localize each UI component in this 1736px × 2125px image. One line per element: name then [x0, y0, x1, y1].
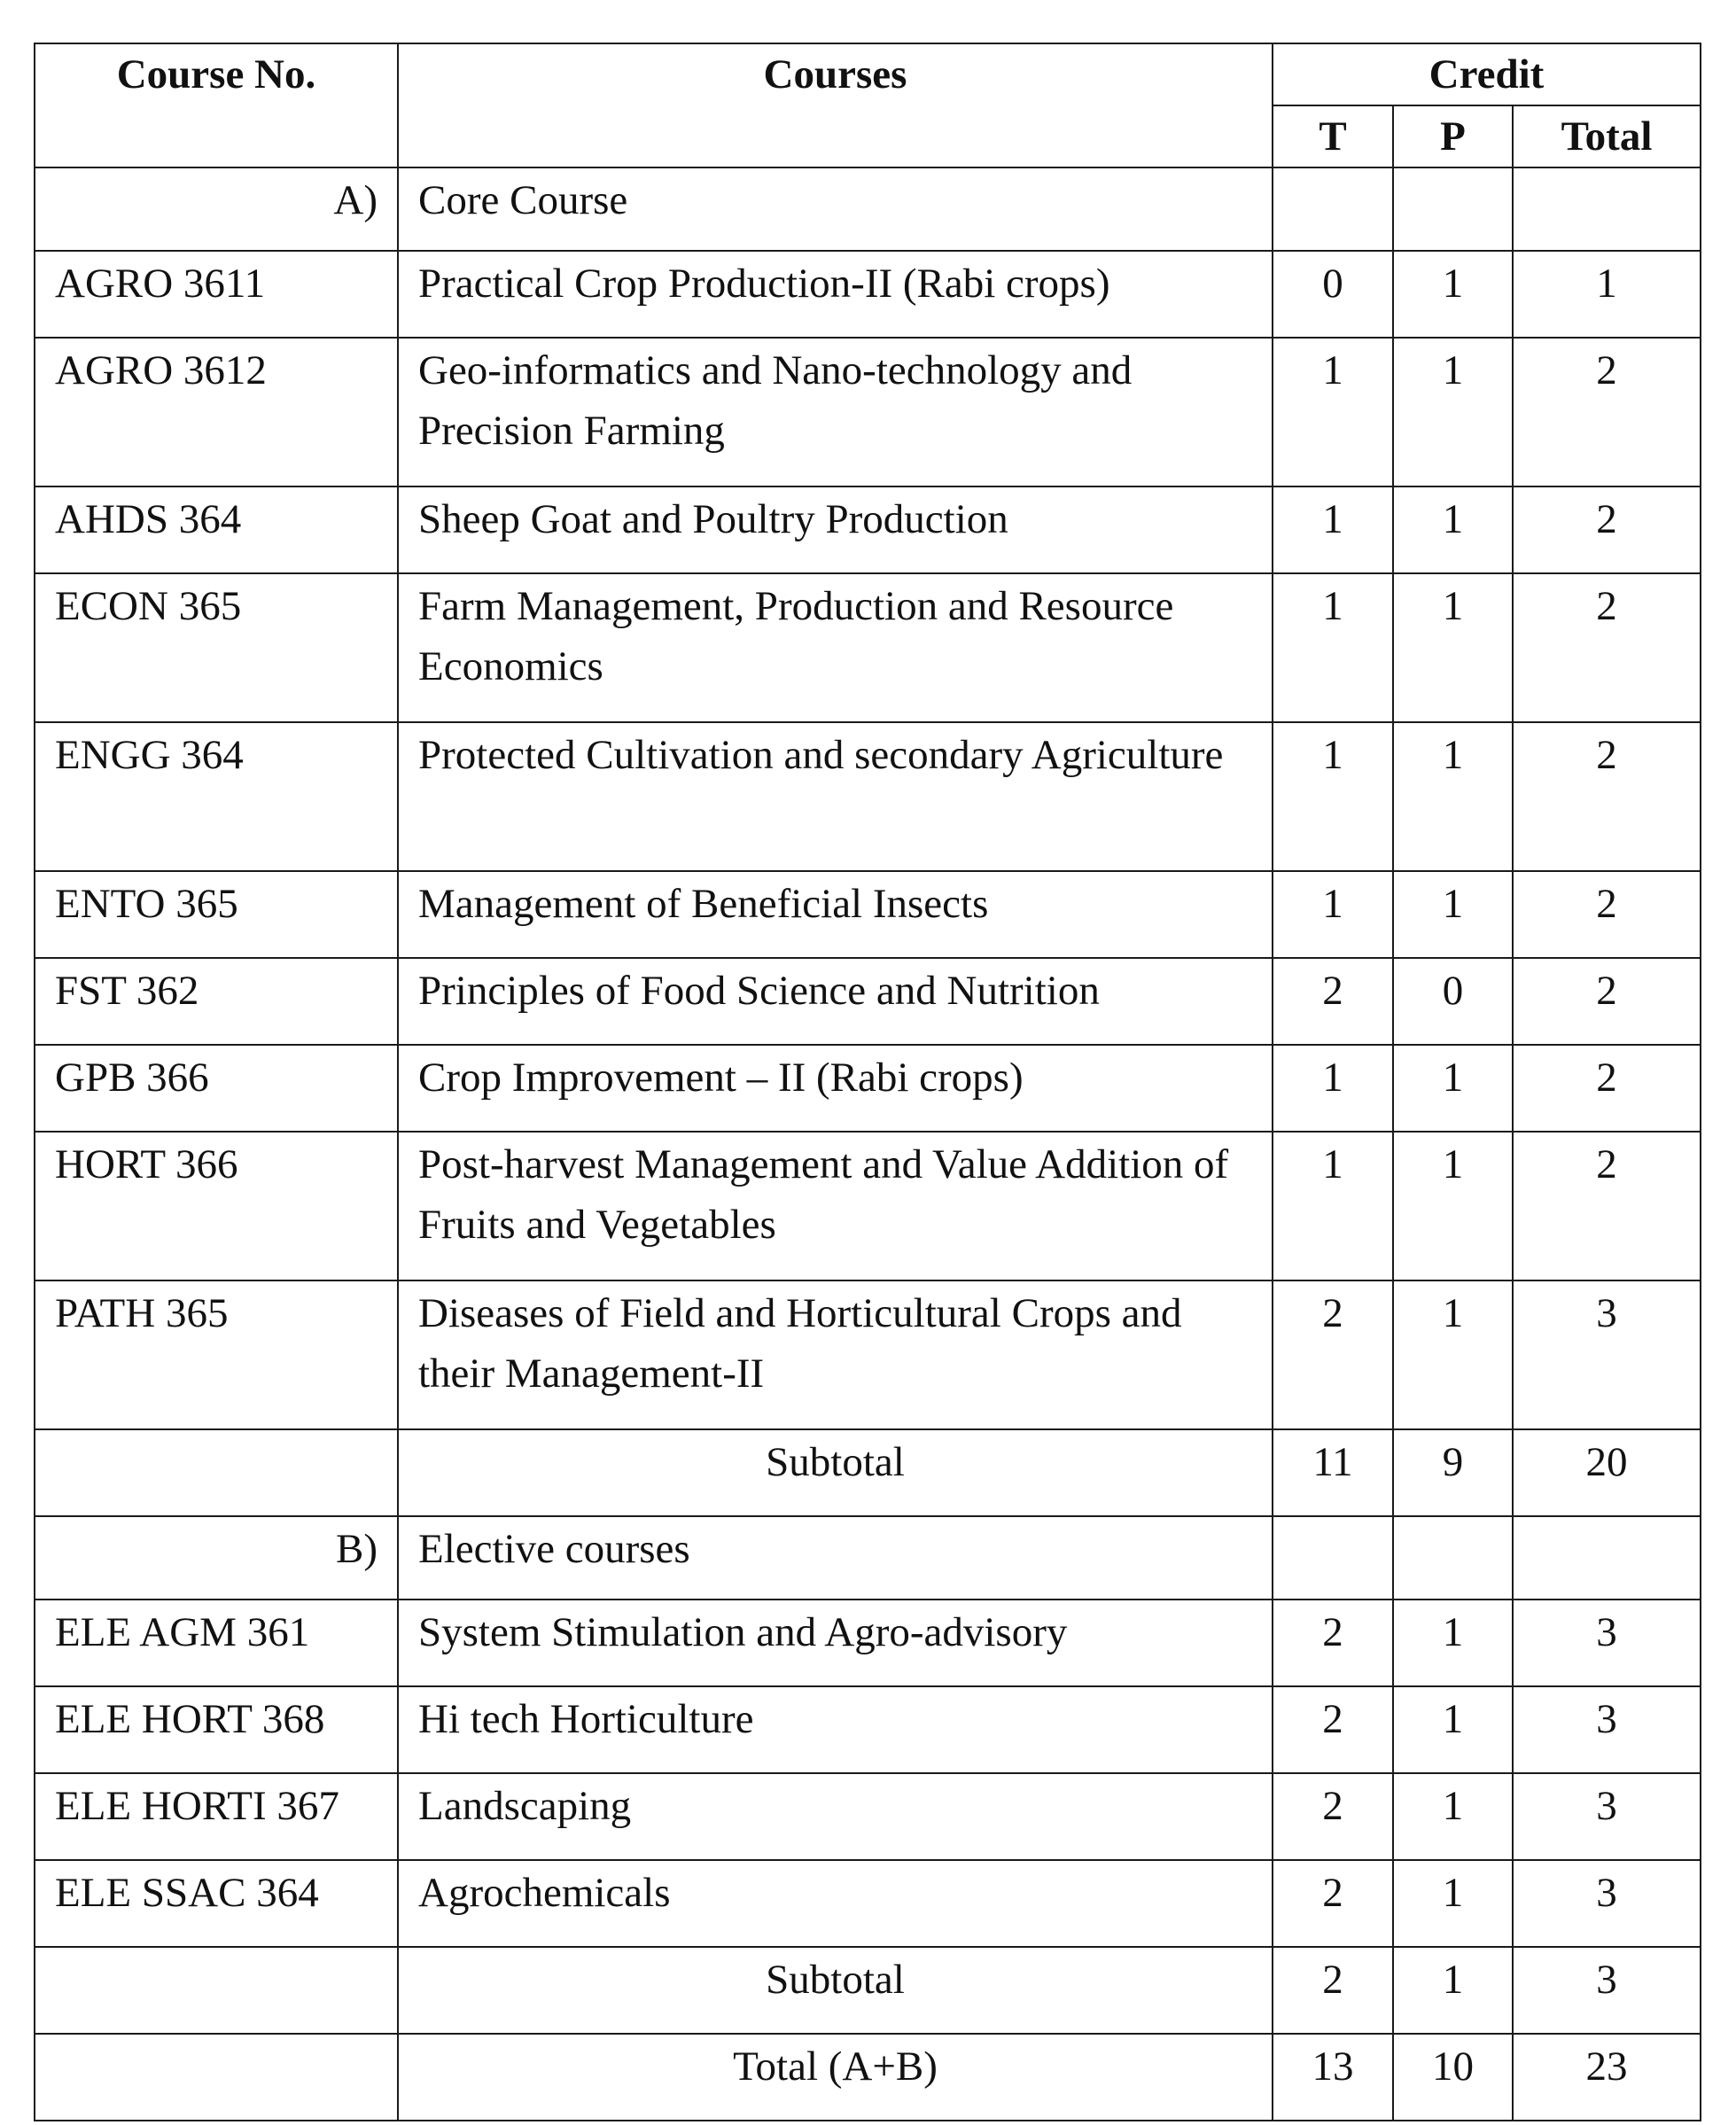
table-row	[35, 1686, 1701, 1773]
header-row	[35, 43, 1701, 105]
table-row	[35, 1132, 1701, 1280]
subtotal-b-t: 2	[1273, 1947, 1393, 2034]
credit-p: 0	[1393, 958, 1513, 1045]
credit-p: 1	[1393, 1600, 1513, 1686]
table-row	[35, 251, 1701, 338]
subtotal-a-p: 9	[1393, 1429, 1513, 1516]
credit-p: 1	[1393, 486, 1513, 573]
credit-total: 2	[1513, 486, 1701, 573]
section-a-row	[35, 167, 1701, 251]
table-row	[35, 1600, 1701, 1686]
table-row	[35, 573, 1701, 722]
course-name: Hi tech Horticulture	[398, 1686, 1273, 1773]
subtotal-a-label: Subtotal	[398, 1429, 1273, 1516]
credit-t: 1	[1273, 338, 1393, 486]
credit-total: 1	[1513, 251, 1701, 338]
credit-total: 2	[1513, 573, 1701, 722]
credit-total: 2	[1513, 958, 1701, 1045]
grand-total-t: 13	[1273, 2034, 1393, 2121]
table-row	[35, 722, 1701, 871]
table-row	[35, 338, 1701, 486]
course-name: Crop Improvement – II (Rabi crops)	[398, 1045, 1273, 1132]
credit-t: 1	[1273, 871, 1393, 958]
credit-p: 1	[1393, 722, 1513, 871]
table-row	[35, 1045, 1701, 1132]
section-b-title: Elective courses	[398, 1516, 1273, 1600]
credit-t: 1	[1273, 1132, 1393, 1280]
course-code: AHDS 364	[35, 486, 398, 573]
credit-total: 3	[1513, 1686, 1701, 1773]
credit-total: 3	[1513, 1773, 1701, 1860]
credit-p: 1	[1393, 1132, 1513, 1280]
course-name: Management of Beneficial Insects	[398, 871, 1273, 958]
course-name: Post-harvest Management and Value Addition of Fruits and Vegetables	[398, 1132, 1273, 1280]
header-total: Total	[1513, 105, 1701, 167]
course-code: AGRO 3611	[35, 251, 398, 338]
subtotal-a-t: 11	[1273, 1429, 1393, 1516]
course-code: ELE SSAC 364	[35, 1860, 398, 1947]
credit-total: 2	[1513, 722, 1701, 871]
credit-p: 1	[1393, 338, 1513, 486]
subtotal-b-total: 3	[1513, 1947, 1701, 2034]
credit-total: 2	[1513, 1132, 1701, 1280]
table-row	[35, 1773, 1701, 1860]
course-code: HORT 366	[35, 1132, 398, 1280]
section-b-row	[35, 1516, 1701, 1600]
credit-t: 2	[1273, 1280, 1393, 1429]
course-name: Sheep Goat and Poultry Production	[398, 486, 1273, 573]
course-name: Geo-informatics and Nano-technology and Precision Farming	[398, 338, 1273, 486]
table-row	[35, 486, 1701, 573]
credit-t: 2	[1273, 1600, 1393, 1686]
course-name: Agrochemicals	[398, 1860, 1273, 1947]
credit-p: 1	[1393, 1686, 1513, 1773]
credit-p: 1	[1393, 1773, 1513, 1860]
credit-t: 2	[1273, 958, 1393, 1045]
credit-total: 3	[1513, 1280, 1701, 1429]
grand-total-p: 10	[1393, 2034, 1513, 2121]
subtotal-a-row	[35, 1429, 1701, 1516]
header-p: P	[1393, 105, 1513, 167]
section-a-marker: A)	[35, 167, 398, 251]
subtotal-b-p: 1	[1393, 1947, 1513, 2034]
course-credit-table	[34, 43, 1701, 2121]
table-row	[35, 958, 1701, 1045]
course-name: Principles of Food Science and Nutrition	[398, 958, 1273, 1045]
section-a-title: Core Course	[398, 167, 1273, 251]
credit-p: 1	[1393, 573, 1513, 722]
grand-total-label: Total (A+B)	[398, 2034, 1273, 2121]
section-b-marker: B)	[35, 1516, 398, 1600]
credit-t: 2	[1273, 1773, 1393, 1860]
credit-total: 2	[1513, 1045, 1701, 1132]
credit-total: 2	[1513, 338, 1701, 486]
subtotal-b-row	[35, 1947, 1701, 2034]
credit-t: 1	[1273, 486, 1393, 573]
course-code: ENGG 364	[35, 722, 398, 871]
credit-p: 1	[1393, 871, 1513, 958]
grand-total-total: 23	[1513, 2034, 1701, 2121]
credit-total: 3	[1513, 1860, 1701, 1947]
subtotal-a-total: 20	[1513, 1429, 1701, 1516]
course-code: PATH 365	[35, 1280, 398, 1429]
header-courses: Courses	[398, 43, 1273, 167]
course-code: ELE HORT 368	[35, 1686, 398, 1773]
course-name: System Stimulation and Agro-advisory	[398, 1600, 1273, 1686]
course-code: FST 362	[35, 958, 398, 1045]
course-name: Protected Cultivation and secondary Agriculture	[398, 722, 1273, 871]
table-row	[35, 1860, 1701, 1947]
course-name: Landscaping	[398, 1773, 1273, 1860]
header-t: T	[1273, 105, 1393, 167]
table-row	[35, 871, 1701, 958]
credit-p: 1	[1393, 1280, 1513, 1429]
credit-t: 0	[1273, 251, 1393, 338]
credit-total: 2	[1513, 871, 1701, 958]
course-code: ENTO 365	[35, 871, 398, 958]
subtotal-b-label: Subtotal	[398, 1947, 1273, 2034]
credit-p: 1	[1393, 251, 1513, 338]
course-name: Farm Management, Production and Resource Economics	[398, 573, 1273, 722]
course-code: ECON 365	[35, 573, 398, 722]
table-row	[35, 1280, 1701, 1429]
header-credit: Credit	[1273, 43, 1701, 105]
credit-t: 2	[1273, 1860, 1393, 1947]
credit-t: 1	[1273, 1045, 1393, 1132]
credit-t: 2	[1273, 1686, 1393, 1773]
course-name: Diseases of Field and Horticultural Crops and their Management-II	[398, 1280, 1273, 1429]
credit-p: 1	[1393, 1045, 1513, 1132]
course-code: ELE HORTI 367	[35, 1773, 398, 1860]
header-course-no: Course No.	[35, 43, 398, 167]
course-code: ELE AGM 361	[35, 1600, 398, 1686]
course-code: AGRO 3612	[35, 338, 398, 486]
course-name: Practical Crop Production-II (Rabi crops)	[398, 251, 1273, 338]
credit-p: 1	[1393, 1860, 1513, 1947]
credit-t: 1	[1273, 722, 1393, 871]
course-code: GPB 366	[35, 1045, 398, 1132]
credit-total: 3	[1513, 1600, 1701, 1686]
grand-total-row	[35, 2034, 1701, 2121]
credit-t: 1	[1273, 573, 1393, 722]
